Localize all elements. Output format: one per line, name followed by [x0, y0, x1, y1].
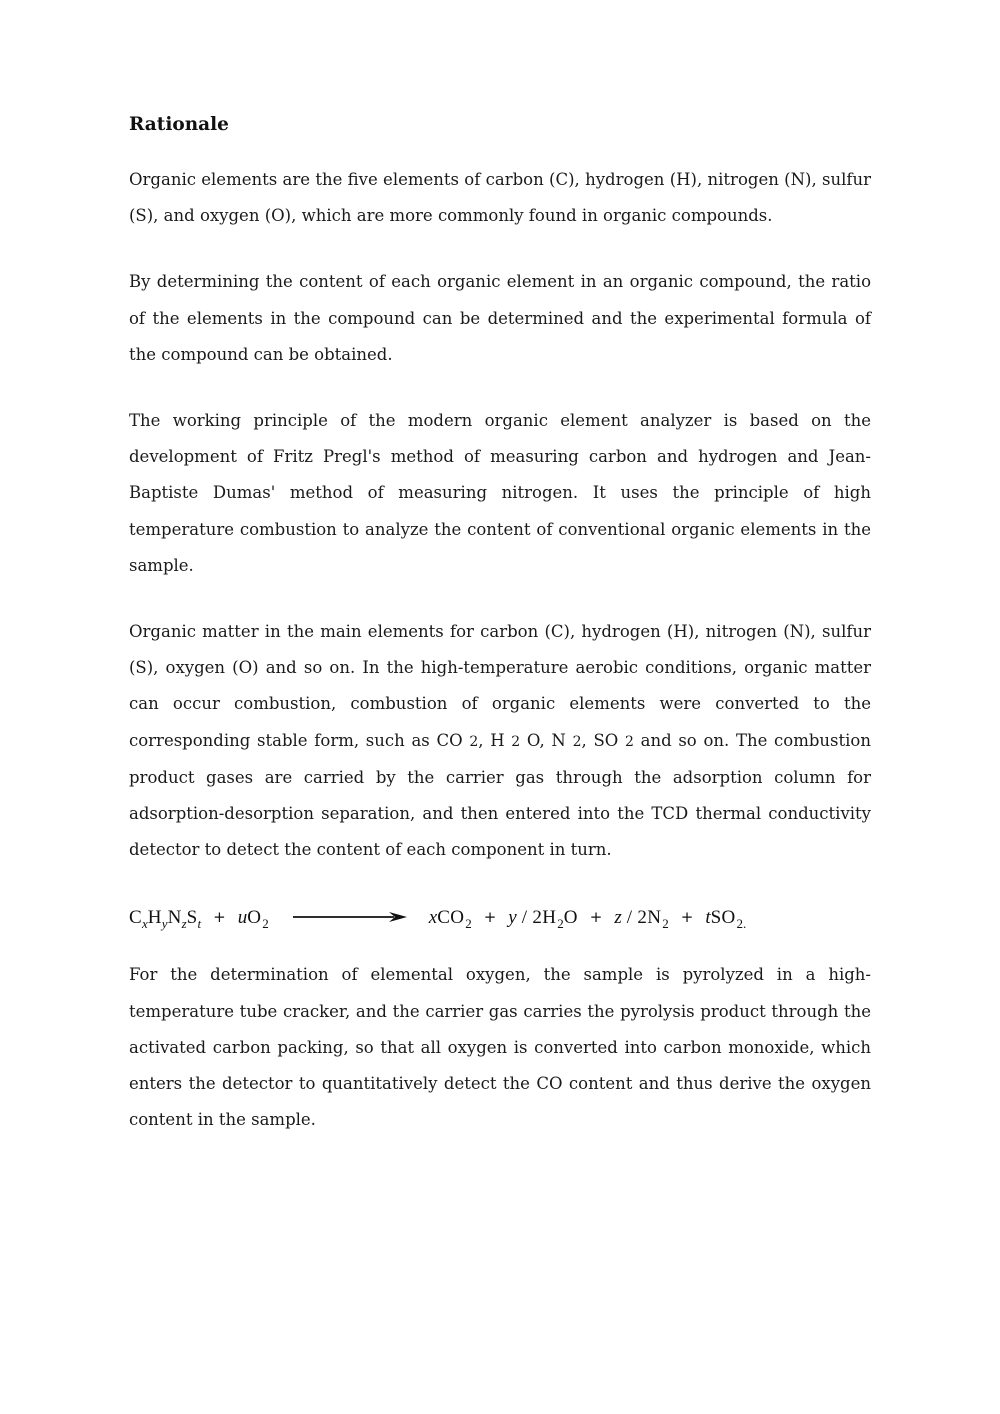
equation-subscript: 2: [557, 916, 564, 932]
paragraph-combustion-process: [129, 614, 871, 868]
formula-subscript-number: 2: [624, 733, 634, 750]
chemical-equation: [129, 898, 871, 939]
text-run: O: [563, 907, 578, 929]
equation-variable: u: [237, 907, 248, 929]
text-run: / 2H: [516, 907, 557, 929]
paragraph-determining-content: By determining the content of each organic element in an organic compound, the ratio of the elements in the compound can be determined and the experimental formula of the compound can be obtained.: [129, 272, 871, 364]
text-run: C: [129, 907, 142, 929]
text-run: , H: [478, 730, 512, 750]
equation-subscript: 2: [465, 916, 472, 932]
formula-subscript-number: 2: [469, 733, 479, 750]
equation-subscript: t: [197, 916, 202, 932]
text-run: , SO: [581, 730, 625, 750]
text-run: CO: [437, 907, 465, 929]
text-run: H: [147, 907, 162, 929]
formula-subscript-number: 2: [572, 733, 582, 750]
equation-variable: x: [428, 907, 438, 929]
text-run: O: [247, 907, 262, 929]
equation-subscript: 2: [262, 916, 269, 932]
text-run: N: [167, 907, 182, 929]
text-run: / 2N: [621, 907, 662, 929]
section-heading: Rationale: [129, 114, 229, 135]
text-run: and so on. The combustion product gases are carried by the carrier gas through the adsorption column for adsorption-desorption separation, and then entered into the TCD thermal conductivity detector to detect the content of each component in turn.: [129, 730, 871, 860]
formula-subscript-number: 2: [511, 733, 521, 750]
text-run: Organic matter in the main elements for carbon (C), hydrogen (H), nitrogen (N), sulfur (S), oxygen (O) and so on. In the high-temperature aerobic conditions, organic matter can occur combustion, combustion of organic elements were converted to the corresponding stable form, such as CO: [129, 622, 871, 750]
paragraph-organic-elements: Organic elements are the five elements of carbon (C), hydrogen (H), nitrogen (N), sulfur (S), and oxygen (O), which are more commonly found in organic compounds.: [129, 170, 871, 226]
equation-variable: t: [705, 907, 711, 929]
paragraph-working-principle: The working principle of the modern organic element analyzer is based on the development of Fritz Pregl's method of measuring carbon and hydrogen and Jean-Baptiste Dumas' method of measuring nitrogen. It uses the principle of high temperature combustion to analyze the content of conventional organic elements in the sample.: [129, 411, 871, 575]
paragraph-oxygen-determination: For the determination of elemental oxygen, the sample is pyrolyzed in a high-temperature tube cracker, and the carrier gas carries the pyrolysis product through the activated carbon packing, so that all oxygen is converted into carbon monoxide, which enters the detector to quantitatively detect the CO content and thus derive the oxygen content in the sample.: [129, 965, 871, 1130]
equation-subscript: x: [141, 916, 148, 932]
text-run: S: [186, 907, 198, 929]
plus-operator: +: [483, 908, 497, 927]
equation-subscript: y: [161, 916, 168, 932]
equation-subscript: z: [181, 916, 187, 932]
plus-operator: +: [213, 908, 226, 927]
text-run: SO: [710, 907, 736, 929]
equation-variable: z: [614, 907, 622, 929]
equation-subscript: 2.: [736, 916, 747, 932]
text-run: O, N: [520, 730, 573, 750]
equation-subscript: 2: [662, 916, 669, 932]
equation-variable: y: [508, 907, 517, 929]
plus-operator: +: [589, 908, 603, 927]
plus-operator: +: [680, 908, 694, 927]
long-right-arrow-icon: [291, 910, 409, 924]
